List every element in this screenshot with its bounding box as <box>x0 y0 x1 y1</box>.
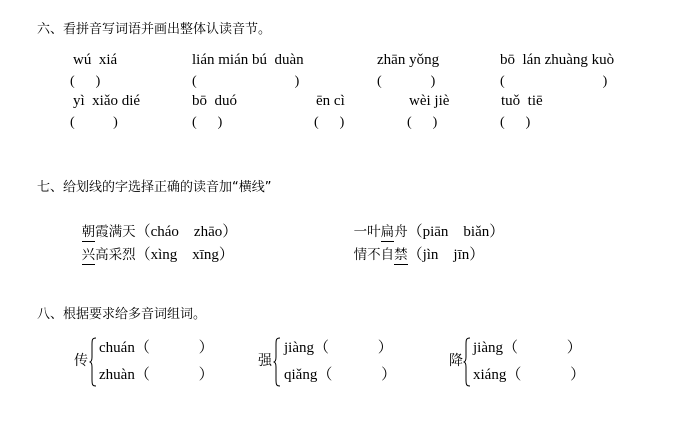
reading-options[interactable]: （jìn jīn） <box>407 246 485 263</box>
pinyin-2-3: ēn cì <box>316 93 345 109</box>
answer-blank-1-3[interactable]: ( ) <box>377 74 436 89</box>
answer-blank-1-2[interactable]: ( ) <box>192 74 300 89</box>
reading-qiang[interactable]: qiǎng（ ） <box>284 367 397 383</box>
pinyin-2-5: tuǒ tiē <box>501 93 543 109</box>
underlined-char: 禁 <box>394 246 408 263</box>
reading-xiang[interactable]: xiáng（ ） <box>473 367 586 383</box>
section-7-heading: 七、给划线的字选择正确的读音加“横线” <box>37 180 272 195</box>
phrase-rest: 高采烈 <box>95 246 136 263</box>
phrase-rest: 霞满天 <box>95 223 136 240</box>
answer-blank-2-2[interactable]: ( ) <box>192 115 223 130</box>
reading-options[interactable]: （xìng xīng） <box>135 246 234 263</box>
answer-blank-1-1[interactable]: ( ) <box>70 74 101 89</box>
reading-zhuan[interactable]: zhuàn（ ） <box>99 367 214 383</box>
reading-jiang-2[interactable]: jiàng（ ） <box>473 340 582 356</box>
reading-jiang[interactable]: jiàng（ ） <box>284 340 393 356</box>
pinyin-2-2: bō duó <box>192 93 237 109</box>
brace-icon <box>89 337 97 387</box>
pinyin-1-2: lián mián bú duàn <box>192 52 304 68</box>
pinyin-1-1: wú xiá <box>73 52 118 68</box>
underlined-char: 兴 <box>81 246 96 263</box>
brace-icon <box>273 337 281 387</box>
section-8-heading: 八、根据要求给多音词组词。 <box>37 307 207 322</box>
pinyin-1-3: zhān yǒng <box>377 52 440 68</box>
phrase-buzijin <box>345 234 484 263</box>
brace-icon <box>463 337 471 387</box>
answer-blank-1-4[interactable]: ( ) <box>500 74 608 89</box>
answer-blank-2-3[interactable]: ( ) <box>314 115 345 130</box>
section-6-heading: 六、看拼音写词语并画出整体认读音节。 <box>37 22 272 37</box>
underlined-char: 朝 <box>81 223 96 240</box>
answer-blank-2-5[interactable]: ( ) <box>500 115 531 130</box>
answer-blank-2-1[interactable]: ( ) <box>70 115 118 130</box>
phrase-pre: 一叶 <box>353 223 381 240</box>
phrase-rest: 舟 <box>394 223 408 240</box>
underlined-char: 扁 <box>380 223 395 240</box>
pinyin-2-4: wèi jiè <box>409 93 450 109</box>
phrase-xinggao <box>73 234 234 263</box>
pinyin-2-1: yì xiǎo dié <box>73 93 141 109</box>
answer-blank-2-4[interactable]: ( ) <box>407 115 438 130</box>
polyphone-char-chuan: 传 <box>74 353 88 369</box>
reading-chuan[interactable]: chuán（ ） <box>99 340 214 356</box>
polyphone-char-jiang: 降 <box>449 353 463 369</box>
reading-options[interactable]: （piān biǎn） <box>407 223 505 240</box>
polyphone-char-qiang: 强 <box>258 353 272 369</box>
reading-options[interactable]: （cháo zhāo） <box>135 223 238 240</box>
phrase-pre: 情不自 <box>353 246 395 263</box>
pinyin-1-4: bō lán zhuàng kuò <box>500 52 615 68</box>
